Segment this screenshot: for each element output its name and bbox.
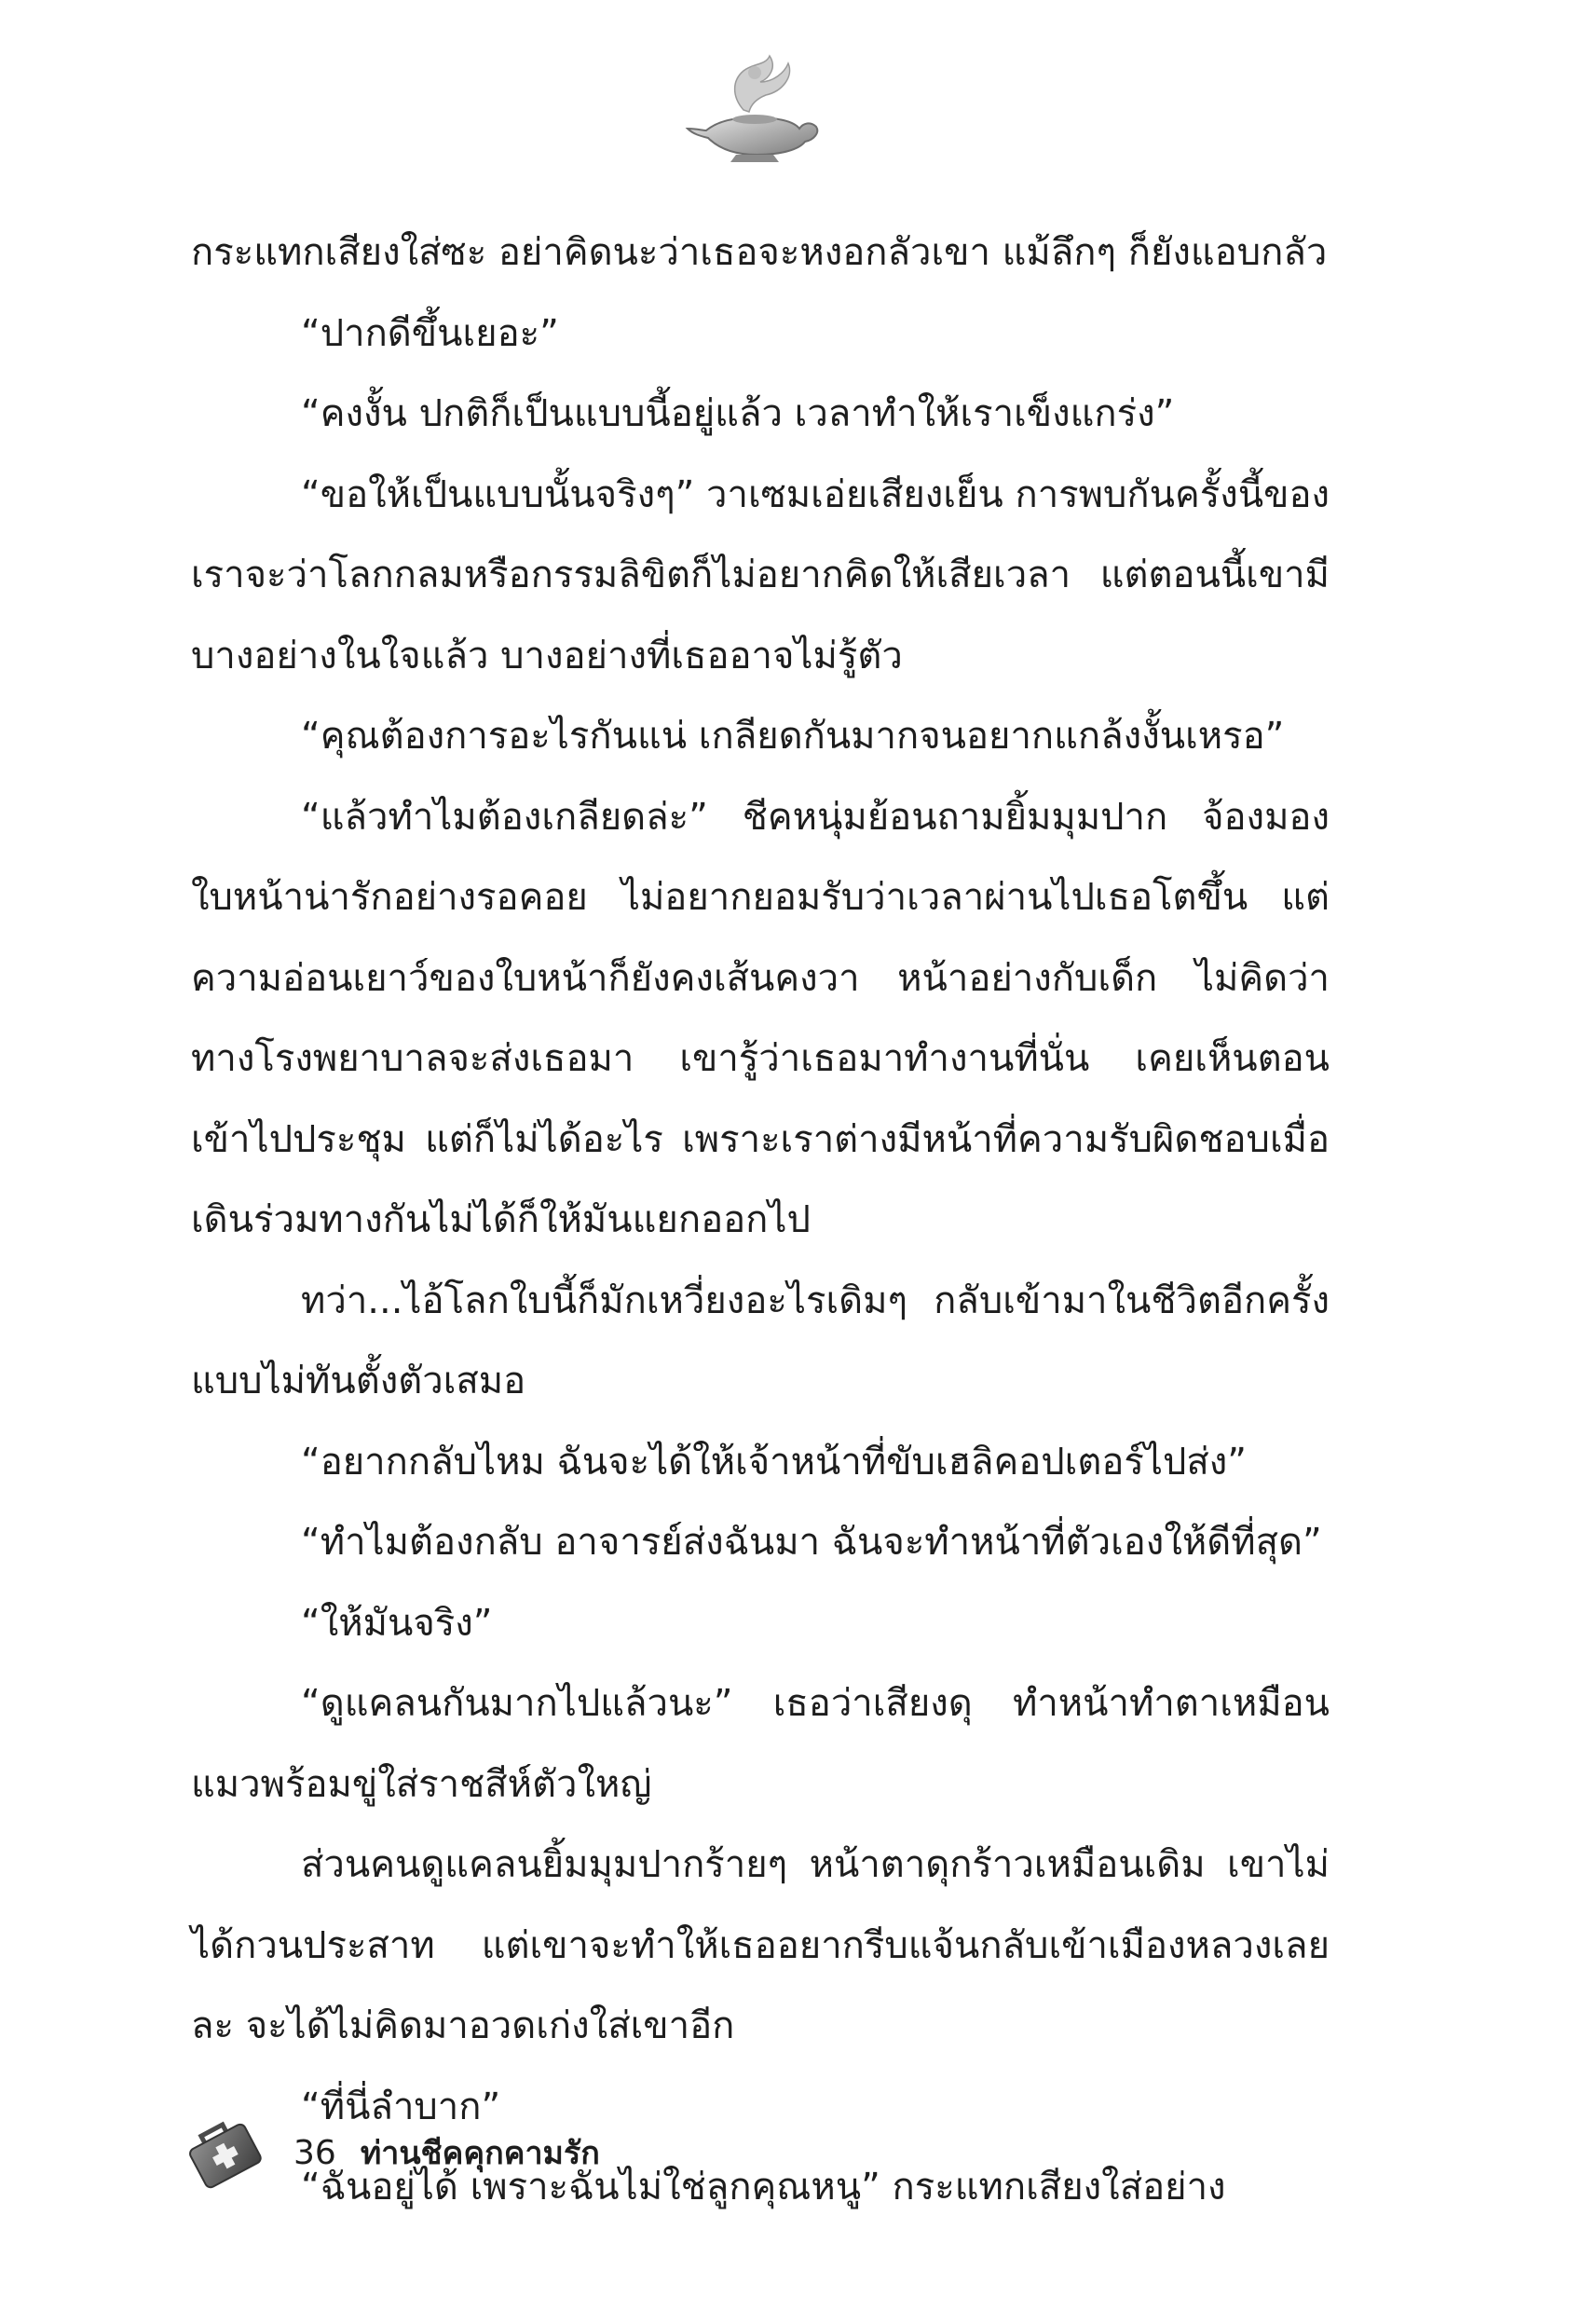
paragraph: “ปากดีขึ้นเยอะ”: [301, 311, 559, 355]
paragraph: ส่วนคนดูแคลนยิ้มมุมปากร้ายๆ หน้าตาดุกร้าวเหมือนเดิม เขาไม่ได้กวนประสาท แต่เขาจะทำให้เธออยากรีบแจ้นกลับเข้าเมืองหลวงเลยละ จะได้ไม่คิดมาอวดเก่งใส่เขาอีก: [191, 1843, 1330, 2047]
paragraph: “คุณต้องการอะไรกันแน่ เกลียดกันมากจนอยากแกล้งงั้นเหรอ”: [301, 715, 1285, 758]
paragraph: “ขอให้เป็นแบบนั้นจริงๆ” วาเซมเอ่ยเสียงเย็น การพบกันครั้งนี้ของเราจะว่าโลกกลมหรือกรรมลิขิตก็ไม่อยากคิดให้เสียเวลา แต่ตอนนี้เขามีบางอย่างในใจแล้ว บางอย่างที่เธออาจไม่รู้ตัว: [191, 472, 1330, 677]
paragraph: “อยากกลับไหม ฉันจะได้ให้เจ้าหน้าที่ขับเฮลิคอปเตอร์ไปส่ง”: [301, 1440, 1247, 1484]
paragraph: “คงงั้น ปกติก็เป็นแบบนี้อยู่แล้ว เวลาทำให้เราเข็งแกร่ง”: [301, 392, 1175, 435]
page-footer: [182, 2111, 600, 2195]
paragraph: “ฉันอยู่ได้ เพราะฉันไม่ใช่ลูกคุณหนู” กระแทกเสียงใส่อย่าง: [301, 2166, 1226, 2208]
body-text: [191, 212, 1330, 2228]
magic-lamp-icon: [680, 45, 829, 166]
paragraph: “ทำไมต้องกลับ อาจารย์ส่งฉันมา ฉันจะทำหน้าที่ตัวเองให้ดีที่สุด”: [301, 1521, 1322, 1564]
book-title: ท่านชีคคุกคามรัก: [360, 2135, 600, 2172]
paragraph: “ที่นี่ลำบาก”: [301, 2085, 501, 2128]
paragraph: ทว่า...ไอ้โลกใบนี้ก็มักเหวี่ยงอะไรเดิมๆ กลับเข้ามาในชีวิตอีกครั้งแบบไม่ทันตั้งตัวเสมอ: [191, 1279, 1330, 1402]
page-number: 36: [293, 2133, 336, 2172]
paragraph: กระแทกเสียงใส่ซะ อย่าคิดนะว่าเธอจะหงอกลัวเขา แม้ลึกๆ ก็ยังแอบกลัว: [191, 231, 1328, 274]
paragraph: “ดูแคลนกันมากไปแล้วนะ” เธอว่าเสียงดุ ทำหน้าทำตาเหมือนแมวพร้อมขู่ใส่ราชสีห์ตัวใหญ่: [191, 1682, 1330, 1806]
paragraph: “ให้มันจริง”: [301, 1601, 493, 1645]
medical-bag-icon: [182, 2111, 266, 2195]
paragraph: “แล้วทำไมต้องเกลียดล่ะ” ชีคหนุ่มย้อนถามยิ้มมุมปาก จ้องมองใบหน้าน่ารักอย่างรอคอย ไม่อยากยอมรับว่าเวลาผ่านไปเธอโตขึ้น แต่ความอ่อนเยาว์ของใบหน้าก็ยังคงเส้นคงวา หน้าอย่างกับเด็ก ไม่คิดว่าทางโรงพยาบาลจะส่งเธอมา เขารู้ว่าเธอมาทำงานที่นั่น เคยเห็นตอนเข้าไปประชุม แต่ก็ไม่ได้อะไร เพราะเราต่างมีหน้าที่ความรับผิดชอบเมื่อเดินร่วมทางกันไม่ได้ก็ให้มันแยกออกไป: [191, 795, 1330, 1241]
